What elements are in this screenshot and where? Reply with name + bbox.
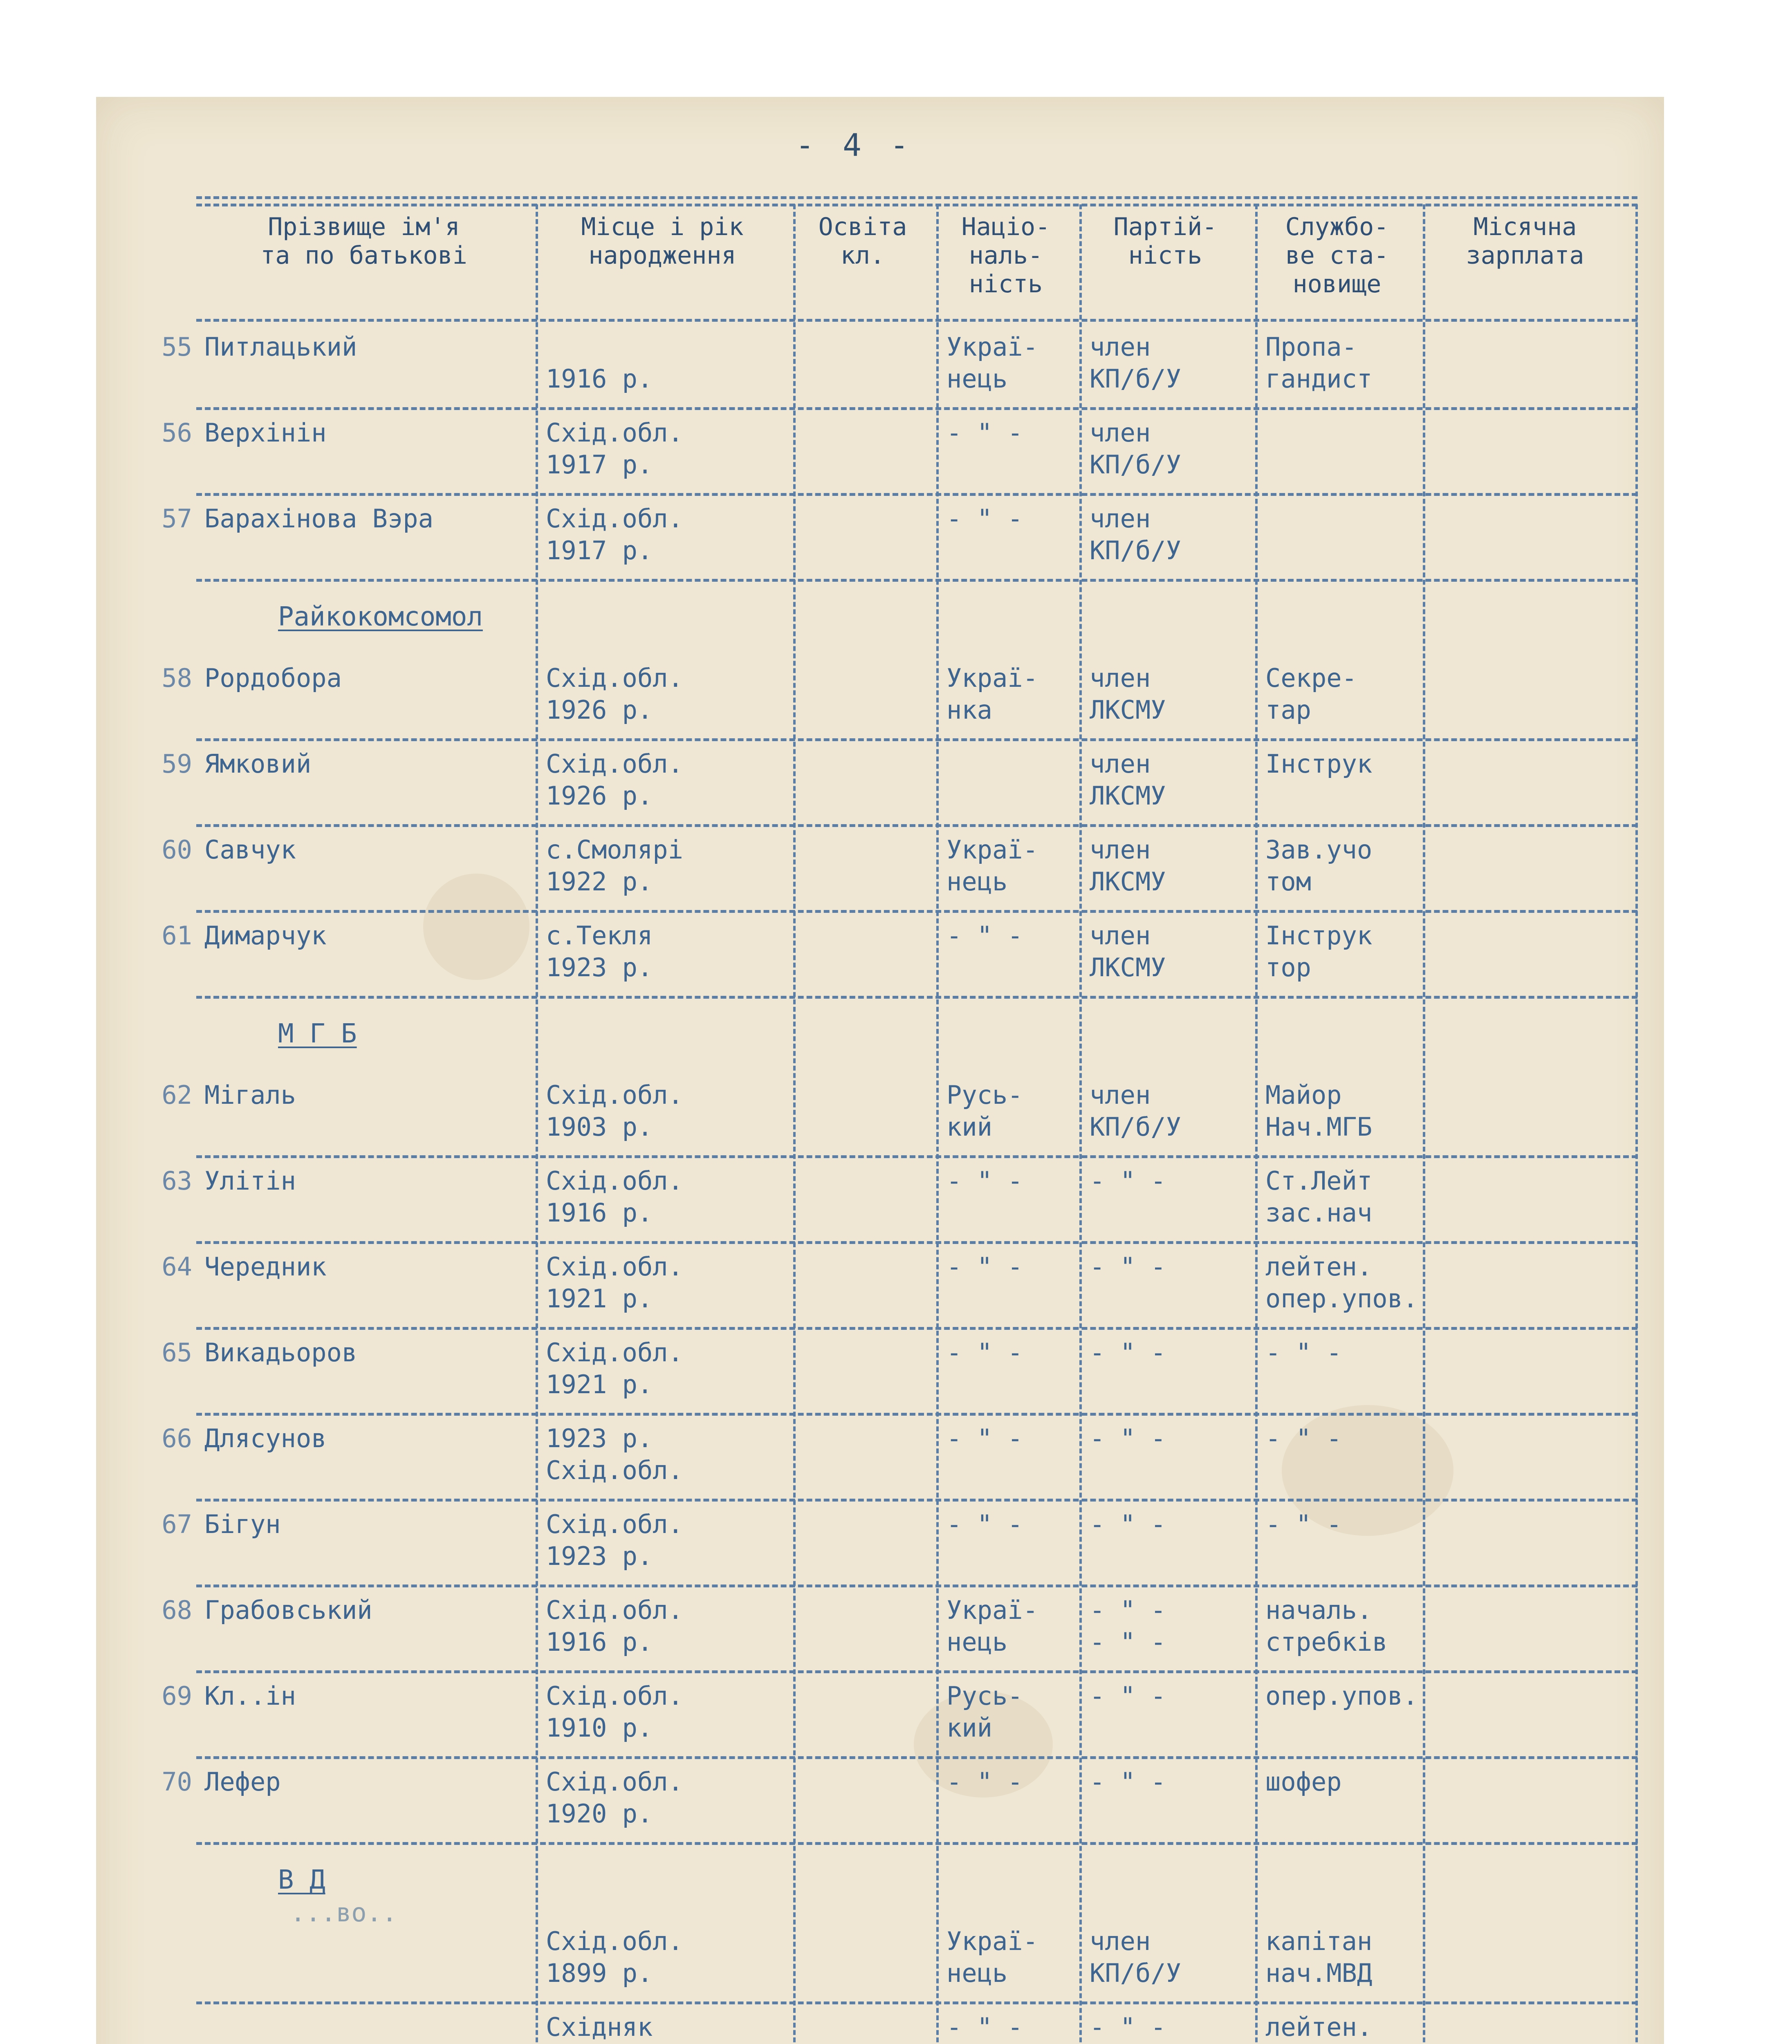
table-cell-name: Рордобора [204,663,342,693]
row-number: 69 [161,1681,192,1711]
table-cell-nat: - " - [946,1252,1023,1282]
header-education: Освіта кл. [818,213,907,270]
column-divider [1255,204,1258,2044]
table-cell-nat: - " - [946,921,1023,950]
table-cell-party: - " - [1090,1681,1166,1711]
table-cell-nat: Русь- кий [946,1681,1023,1743]
table-cell-birth: 1923 р. Схід.обл. [546,1423,683,1485]
table-cell-name: Грабовський [204,1595,372,1625]
table-cell-name: Ямковий [204,749,312,779]
column-divider [1635,204,1638,2044]
header-name: Прізвище ім'я та по батькові [260,213,467,270]
row-divider [196,738,1637,741]
table-cell-nat: - " - [946,1767,1023,1797]
table-cell-nat: - " - [946,504,1023,533]
row-number: 70 [161,1767,192,1797]
table-cell-nat: Украї- нець [946,1595,1038,1657]
table-cell-pos: - " - [1265,1338,1342,1367]
table-cell-birth: Схід.обл. 1921 р. [546,1252,683,1313]
table-cell-name: Бігун [204,1509,281,1539]
table-cell-birth: Схід.обл. 1899 р. [546,1926,683,1988]
table-cell-pos: началь. стребків [1265,1595,1388,1657]
column-divider [1079,204,1082,2044]
table-cell-party: - " - [1090,1166,1166,1196]
table-cell-pos: лейтен. опер.упов. [1265,1252,1418,1313]
table-cell-pos: Ст.Лейт зас.нач [1265,1166,1373,1228]
header-position: Службо- ве ста- новище [1285,213,1389,298]
row-divider [196,1585,1637,1587]
table-top-rule [196,196,1637,199]
row-number: 56 [161,418,192,448]
table-cell-name: Димарчук [204,921,327,950]
table-cell-nat: Украї- нець [946,1926,1038,1988]
row-number: 66 [161,1423,192,1453]
section-heading: В Д [278,1865,325,1895]
table-cell-nat: - " - [946,1166,1023,1196]
table-cell-birth: Схід.обл. 1910 р. [546,1681,683,1743]
table-cell-party: - " - [1090,2012,1166,2042]
column-divider [793,204,796,2044]
header-birth: Місце і рік народження [581,213,744,270]
row-divider [196,1413,1637,1416]
table-cell-birth: Схід.обл. 1923 р. [546,1509,683,1571]
table-cell-name: Мігаль [204,1080,296,1110]
row-divider [196,579,1637,582]
row-number: 67 [161,1509,192,1539]
table-cell-name: Савчук [204,835,296,865]
row-number: 63 [161,1166,192,1196]
row-number: 57 [161,504,192,533]
row-divider [196,2001,1637,2004]
table-cell-party: - " - [1090,1423,1166,1453]
row-number: 55 [161,332,192,362]
row-divider [196,1241,1637,1244]
column-divider [1423,204,1425,2044]
table-cell-name: Улітін [204,1166,296,1196]
table-cell-party: - " - [1090,1767,1166,1797]
table-cell-name: Барахінова Вэра [204,504,433,533]
table-cell-party: член ЛКСМУ [1090,663,1166,725]
row-number: 64 [161,1252,192,1282]
row-number: 58 [161,663,192,693]
table-cell-nat: Украї- нець [946,835,1038,896]
table-cell-party: член ЛКСМУ [1090,921,1166,982]
row-divider [196,1756,1637,1759]
row-number: 65 [161,1338,192,1367]
table-cell-nat: - " - [946,1423,1023,1453]
paper-stain [423,874,529,980]
table-cell-birth: Схід.обл. 1903 р. [546,1080,683,1142]
table-cell-pos: Зав.учо том [1265,835,1373,896]
table-cell-nat: - " - [946,418,1023,448]
table-cell-pos: лейтен. [1265,2012,1373,2042]
table-cell-pos: - " - [1265,1509,1342,1539]
table-cell-party: - " - [1090,1252,1166,1282]
table-cell-pos: опер.упов. [1265,1681,1418,1711]
table-cell-nat: Русь- кий [946,1080,1023,1142]
section-heading: М Г Б [278,1019,357,1049]
table-cell-nat: - " - [946,2012,1023,2042]
table-cell-party: - " - - " - [1090,1595,1166,1657]
table-cell-party: член КП/б/У [1090,1926,1181,1988]
row-divider [196,1155,1637,1158]
row-divider [196,493,1637,496]
table-cell-birth: Схід.обл. 1926 р. [546,663,683,725]
table-cell-birth: Схід.обл. 1926 р. [546,749,683,811]
table-cell-nat: Украї- нець [946,332,1038,394]
table-cell-birth: Східняк [546,2012,653,2042]
table-cell-party: член КП/б/У [1090,332,1181,394]
document-sheet [96,97,1664,2044]
row-divider [196,1327,1637,1330]
table-cell-pos: Інструк [1265,749,1373,779]
table-cell-birth: 1916 р. [546,364,653,394]
header-bottom-rule [196,319,1637,322]
row-divider [196,1670,1637,1673]
table-cell-name: Длясунов [204,1423,327,1453]
row-divider [196,996,1637,999]
table-cell-pos: Інструк тор [1265,921,1373,982]
table-cell-birth: Схід.обл. 1921 р. [546,1338,683,1399]
table-cell-party: член КП/б/У [1090,504,1181,565]
table-cell-birth: с.Смолярі 1922 р. [546,835,683,896]
header-party: Партій- ність [1113,213,1217,270]
table-cell-party: член КП/б/У [1090,1080,1181,1142]
section-subheading: ...во.. [290,1898,397,1927]
header-salary: Місячна зарплата [1466,213,1584,270]
table-cell-name: Питлацький [204,332,357,362]
table-cell-party: член КП/б/У [1090,418,1181,480]
page-number: - 4 - [795,127,914,163]
table-cell-pos: Пропа- гандист [1265,332,1373,394]
table-cell-pos: Секре- тар [1265,663,1357,725]
table-cell-pos: Майор Нач.МГБ [1265,1080,1373,1142]
table-cell-name: Викадьоров [204,1338,357,1367]
table-cell-party: член ЛКСМУ [1090,749,1166,811]
table-cell-party: - " - [1090,1509,1166,1539]
table-cell-pos: - " - [1265,1423,1342,1453]
table-cell-name: Чередник [204,1252,327,1282]
column-divider [536,204,538,2044]
table-cell-name: Кл..ін [204,1681,296,1711]
table-cell-birth: Схід.обл. 1917 р. [546,504,683,565]
table-cell-birth: Схід.обл. 1920 р. [546,1767,683,1829]
table-cell-pos: шофер [1265,1767,1342,1797]
table-cell-nat: - " - [946,1509,1023,1539]
table-top-rule [196,204,1637,206]
row-number: 68 [161,1595,192,1625]
row-divider [196,407,1637,410]
table-cell-party: член ЛКСМУ [1090,835,1166,896]
table-cell-birth: Схід.обл. 1916 р. [546,1595,683,1657]
table-cell-name: Лефер [204,1767,281,1797]
row-number: 61 [161,921,192,950]
table-cell-nat: Украї- нка [946,663,1038,725]
row-number: 59 [161,749,192,779]
column-divider [936,204,939,2044]
row-divider [196,824,1637,827]
table-cell-party: - " - [1090,1338,1166,1367]
header-nationality: Націо- наль- ність [961,213,1050,298]
row-divider [196,910,1637,913]
table-cell-name: Верхінін [204,418,327,448]
table-cell-pos: капітан нач.МВД [1265,1926,1373,1988]
row-number: 60 [161,835,192,865]
row-divider [196,1499,1637,1502]
table-cell-nat: - " - [946,1338,1023,1367]
table-cell-birth: Схід.обл. 1917 р. [546,418,683,480]
table-cell-birth: Схід.обл. 1916 р. [546,1166,683,1228]
row-divider [196,1842,1637,1845]
table-cell-birth: с.Текля 1923 р. [546,921,653,982]
section-heading: Райкокомсомол [278,602,483,632]
row-number: 62 [161,1080,192,1110]
